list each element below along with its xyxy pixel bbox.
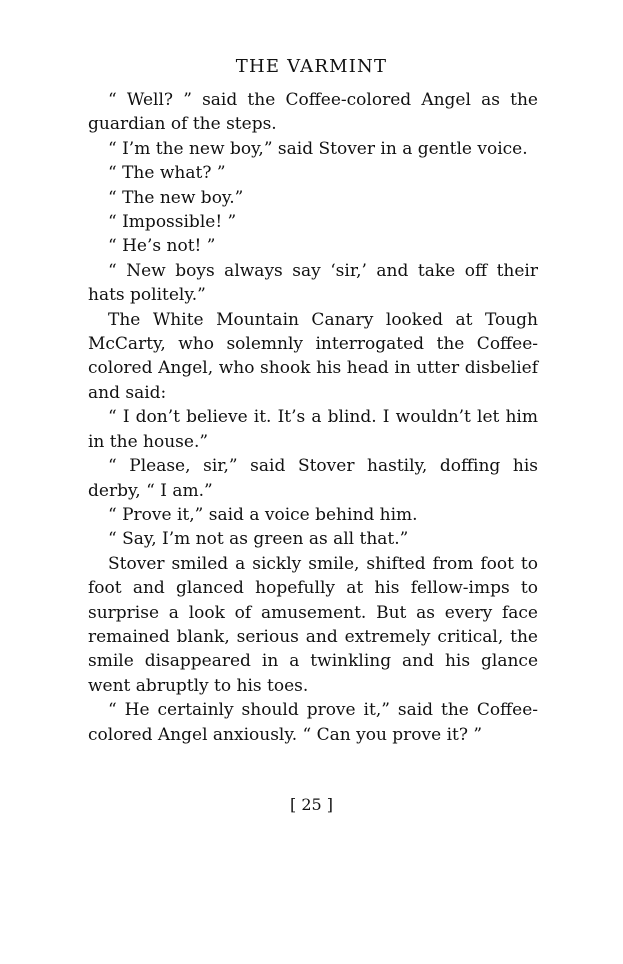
paragraph: “ He certainly should prove it,” said the Coffee-colored Angel anxiously. “ Can you prove it? ” — [88, 700, 538, 745]
paragraph: “ The what? ” — [108, 163, 226, 184]
paragraph: “ New boys always say ‘sir,’ and take off their hats politely.” — [88, 260, 538, 306]
running-head: THE VARMINT — [235, 56, 388, 77]
page-number: [ 25 ] — [289, 795, 333, 814]
paragraph: “ The new boy.” — [108, 187, 244, 208]
paragraph: “ I’m the new boy,” said Stover in a gentle voice. — [108, 138, 528, 159]
paragraph: The White Mountain Canary looked at Tough McCarty, who solemnly interrogated the Coffee-colored Angel, who shook his head in utter disbelief and said: — [88, 309, 538, 403]
paragraph: “ Say, I’m not as green as all that.” — [108, 529, 409, 550]
paragraph: “ Impossible! ” — [108, 212, 237, 233]
body-text — [88, 88, 538, 747]
paragraph: “ Prove it,” said a voice behind him. — [108, 504, 418, 525]
paragraph: “ Well? ” said the Coffee-colored Angel as the guardian of the steps. — [88, 90, 538, 135]
paragraph: “ He’s not! ” — [108, 236, 216, 257]
paragraph: “ I don’t believe it. It’s a blind. I wouldn’t let him in the house.” — [88, 407, 538, 452]
paragraph: Stover smiled a sickly smile, shifted from foot to foot and glanced hopefully at his fellow-imps to surprise a look of amusement. But as every face remained blank, serious and extremely critical, the smile disappeared in a twinkling and his glance went abruptly to his toes. — [88, 553, 538, 696]
paragraph: “ Please, sir,” said Stover hastily, doffing his derby, “ I am.” — [88, 456, 538, 501]
